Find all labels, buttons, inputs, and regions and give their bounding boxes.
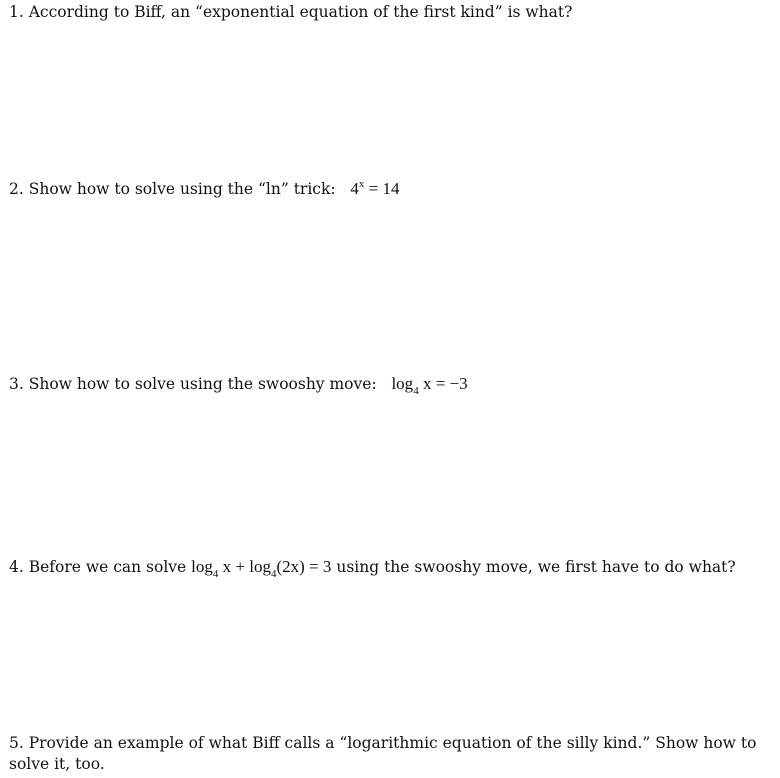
equation-argument: x = −3 xyxy=(418,374,468,393)
equation-rhs: = 14 xyxy=(364,179,400,198)
equation-log-base: 4 xyxy=(413,385,419,397)
question-2-text: 2. Show how to solve using the “ln” trick: xyxy=(9,180,336,198)
question-4-equation xyxy=(191,557,332,580)
question-4-text-after: using the swooshy move, we first have to do what? xyxy=(336,558,736,576)
question-5-text: 5. Provide an example of what Biff calls a “logarithmic equation of the silly kind.” Show how to solve it, too. xyxy=(9,734,757,773)
question-3-equation xyxy=(391,374,468,397)
question-3 xyxy=(9,373,468,395)
question-5 xyxy=(9,733,769,775)
equation-log-1: log xyxy=(191,557,213,576)
equation-log-2: log xyxy=(249,557,271,576)
equation-base: 4 xyxy=(350,179,359,198)
equation-argument-1: x + xyxy=(218,557,250,576)
question-4-text-before: 4. Before we can solve xyxy=(9,558,187,576)
question-2 xyxy=(9,178,399,200)
question-3-text: 3. Show how to solve using the swooshy move: xyxy=(9,375,377,393)
equation-exponent: x xyxy=(358,178,365,190)
equation-log: log xyxy=(391,374,414,393)
question-1 xyxy=(9,2,572,23)
equation-log-1-base: 4 xyxy=(212,568,219,580)
equation-argument-2: (2x) = 3 xyxy=(276,557,332,576)
question-4 xyxy=(9,556,736,578)
question-1-text: 1. According to Biff, an “exponential equation of the first kind” is what? xyxy=(9,3,573,21)
question-2-equation xyxy=(350,179,399,198)
equation-log-2-base: 4 xyxy=(270,568,277,580)
